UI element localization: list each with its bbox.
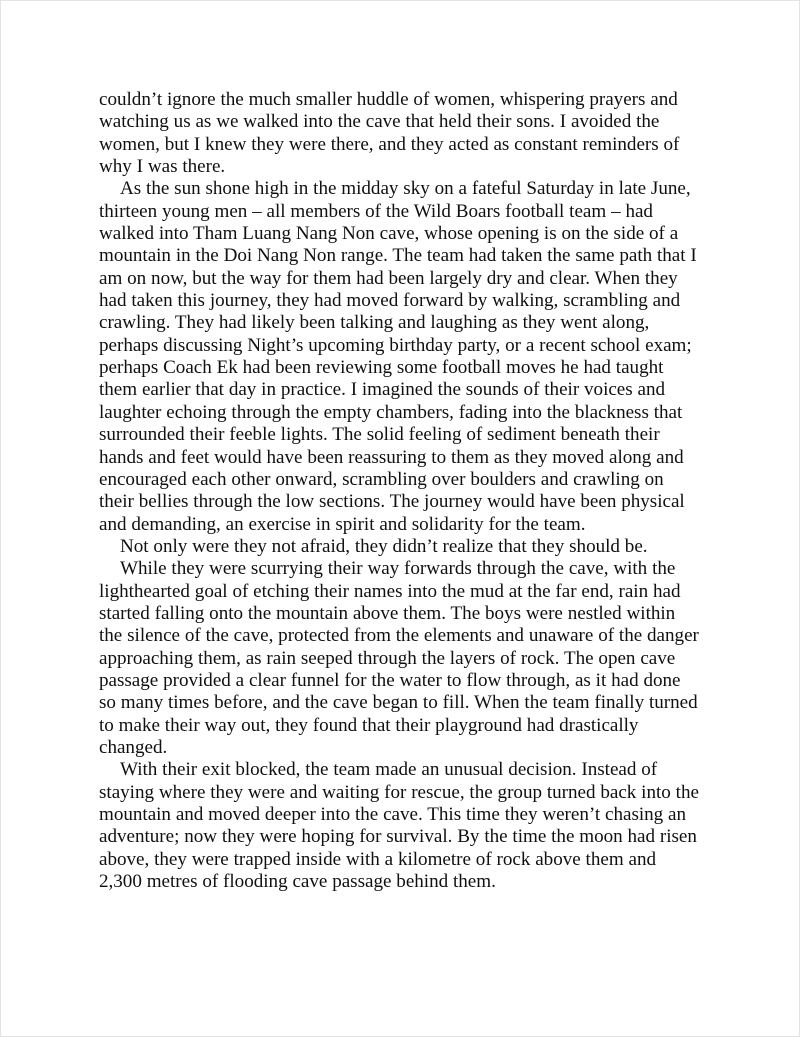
paragraph: While they were scurrying their way forwards through the cave, with the lighthearted goal of etching their names into the mud at the far end, rain had started falling onto the mountain above them. The boys were nestled within the silence of the cave, protected from the elements and unaware of the danger approaching them, as rain seeped through the layers of rock. The open cave passage provided a clear funnel for the water to flow through, as it had done so many times before, and the cave began to fill. When the team finally turned to make their way out, they found that their playground had drastically changed. <box>99 558 699 758</box>
paragraph: As the sun shone high in the midday sky on a fateful Saturday in late June, thirteen young men – all members of the Wild Boars football team – had walked into Tham Luang Nang Non cave, whose opening is on the side of a mountain in the Doi Nang Non range. The team had taken the same path that I am on now, but the way for them had been largely dry and clear. When they had taken this journey, they had moved forward by walking, scrambling and crawling. They had likely been talking and laughing as they went along, perhaps discussing Night’s upcoming birthday party, or a recent school exam; perhaps Coach Ek had been reviewing some football moves he had taught them earlier that day in practice. I imagined the sounds of their voices and laughter echoing through the empty chambers, fading into the blackness that surrounded their feeble lights. The solid feeling of sediment beneath their hands and feet would have been reassuring to them as they moved along and encouraged each other onward, scrambling over boulders and crawling on their bellies through the low sections. The journey would have been physical and demanding, an exercise in spirit and solidarity for the team. <box>99 178 697 535</box>
paragraph: With their exit blocked, the team made an unusual decision. Instead of staying where they were and waiting for rescue, the group turned back into the mountain and moved deeper into the cave. This time they weren’t chasing an adventure; now they were hoping for survival. By the time the moon had risen above, they were trapped inside with a kilometre of rock above them and 2,300 metres of flooding cave passage behind them. <box>99 759 699 893</box>
paragraph: couldn’t ignore the much smaller huddle of women, whispering prayers and watching us as we walked into the cave that held their sons. I avoided the women, but I knew they were there, and they acted as constant reminders of why I was there. <box>99 89 680 178</box>
body-text-column <box>99 89 700 893</box>
paragraph: Not only were they not afraid, they didn’t realize that they should be. <box>120 535 648 557</box>
